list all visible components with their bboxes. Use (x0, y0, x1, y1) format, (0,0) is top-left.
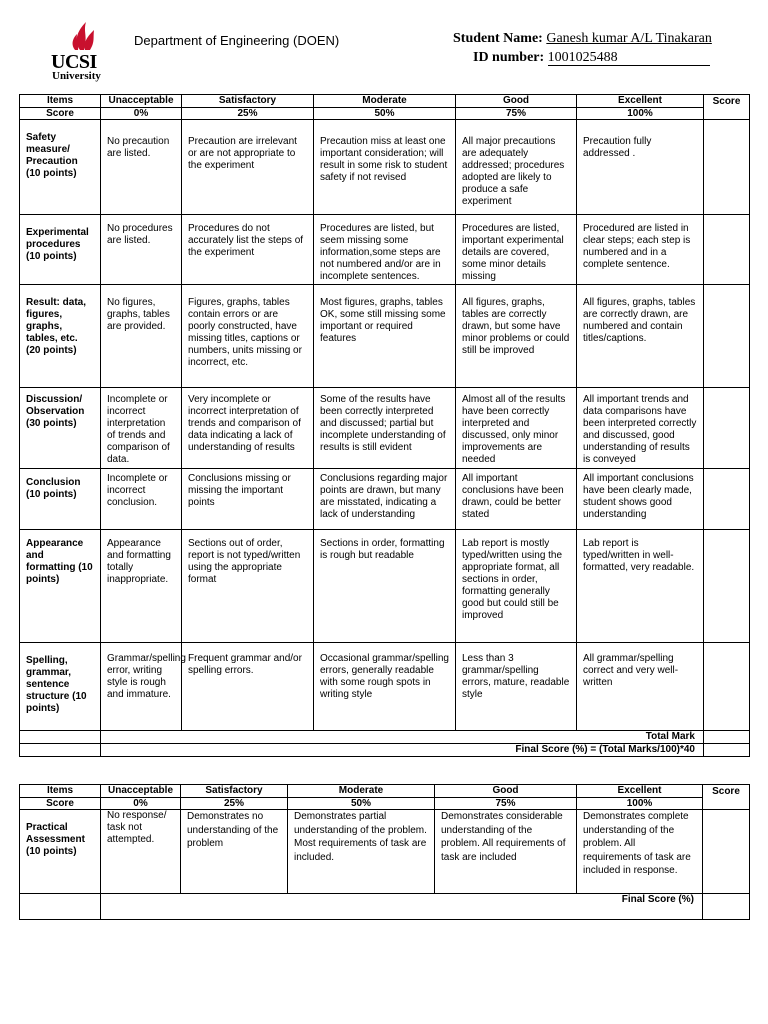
table-row (20, 643, 750, 731)
criterion-cell: Occasional grammar/spelling errors, generally readable with some rough spots in writing style (314, 643, 456, 731)
criterion-cell: No precaution are listed. (101, 120, 182, 215)
id-number-label: ID number: (473, 50, 545, 65)
criterion-cell: Most figures, graphs, tables OK, some still missing some important or required features (314, 285, 456, 388)
criterion-cell: Conclusions missing or missing the important points (182, 469, 314, 530)
score-cell: 75% (435, 798, 577, 810)
col-header: Good (435, 785, 577, 798)
row-item: Experimental procedures (10 points) (20, 215, 101, 285)
criterion-cell: Precaution fully addressed . (577, 120, 704, 215)
row-item: Discussion/ Observation (30 points) (20, 388, 101, 469)
col-header: Good (456, 95, 577, 108)
flame-logo-icon (66, 20, 100, 52)
criterion-cell: All figures, graphs, tables are correctly drawn, but some have minor problems or could still be improved (456, 285, 577, 388)
criterion-cell: Some of the results have been correctly interpreted and discussed; partial but incomplete understanding of results is still evident (314, 388, 456, 469)
score-entry (704, 388, 750, 469)
criterion-cell: Lab report is mostly typed/written using the appropriate format, all sections in order, formatting generally good but could still be improved (456, 530, 577, 643)
col-header: Moderate (314, 95, 456, 108)
criterion-cell: Appearance and formatting totally inappropriate. (101, 530, 182, 643)
criterion-cell: Lab report is typed/written in well-formatted, very readable. (577, 530, 704, 643)
row-item: Result: data, figures, graphs, tables, etc. (20 points) (20, 285, 101, 388)
criterion-cell: Almost all of the results have been correctly interpreted and discussed, only minor improvements are needed (456, 388, 577, 469)
final-score-label: Final Score (%) = (Total Marks/100)*40 (101, 744, 704, 757)
table-row (20, 285, 750, 388)
score-cell: 100% (577, 108, 704, 120)
rubric-score-row (20, 108, 750, 120)
table-row (20, 810, 750, 894)
student-name-line (453, 31, 712, 47)
criterion-cell: All grammar/spelling correct and very well-written (577, 643, 704, 731)
table-row (20, 215, 750, 285)
id-number-line (473, 50, 710, 66)
rubric-header-row (20, 95, 750, 108)
id-number-value: 1001025488 (548, 51, 710, 66)
criterion-cell: Demonstrates complete understanding of the problem. All requirements of task are included in response. (577, 810, 703, 894)
score-cell: 0% (101, 798, 181, 810)
criterion-cell: Procedures are listed, but seem missing some information,some steps are not numbered and/or are in incomplete sentences. (314, 215, 456, 285)
total-mark-row (20, 731, 750, 744)
criterion-cell: No procedures are listed. (101, 215, 182, 285)
col-header: Excellent (577, 785, 703, 798)
score-entry (704, 643, 750, 731)
criterion-cell: All important trends and data comparisons have been interpreted correctly and discussed, good understanding of results is conveyed (577, 388, 704, 469)
col-header: Score (704, 95, 750, 120)
criterion-cell: Incomplete or incorrect interpretation of trends and comparison of data. (101, 388, 182, 469)
table-row (20, 120, 750, 215)
col-header: Moderate (288, 785, 435, 798)
row-item: Conclusion (10 points) (20, 469, 101, 530)
criterion-cell: Demonstrates considerable understanding of the problem. All requirements of task are included (435, 810, 577, 894)
student-name-value: Ganesh kumar A/L Tinakaran (546, 31, 712, 46)
row-item: Spelling, grammar, sentence structure (10 points) (20, 643, 101, 731)
criterion-cell: Frequent grammar and/or spelling errors. (182, 643, 314, 731)
practical-header-row (20, 785, 750, 798)
criterion-cell: No response/ task not attempted. (101, 810, 181, 894)
criterion-cell: No figures, graphs, tables are provided. (101, 285, 182, 388)
criterion-cell: Precaution are irrelevant or are not appropriate to the experiment (182, 120, 314, 215)
logo-name: UCSI (51, 51, 97, 73)
practical-final-score-label: Final Score (%) (101, 894, 703, 920)
department-name: Department of Engineering (DOEN) (134, 33, 340, 48)
score-cell: Score (20, 108, 101, 120)
criterion-cell: Very incomplete or incorrect interpretation of trends and comparison of data indicating a lack of understanding of results (182, 388, 314, 469)
row-item: Safety measure/ Precaution (10 points) (20, 120, 101, 215)
score-cell: 75% (456, 108, 577, 120)
criterion-cell: Precaution miss at least one important consideration; will result in some risk to student safety if not revised (314, 120, 456, 215)
practical-assessment-table (19, 784, 750, 920)
score-entry (704, 469, 750, 530)
row-item: Appearance and formatting (10 points) (20, 530, 101, 643)
student-name-label: Student Name: (453, 31, 543, 46)
criterion-cell: Procedures are listed, important experimental details are covered, some minor details missing (456, 215, 577, 285)
practical-final-row (20, 894, 750, 920)
score-cell: 25% (182, 108, 314, 120)
criterion-cell: All important conclusions have been drawn, could be better stated (456, 469, 577, 530)
criterion-cell: Figures, graphs, tables contain errors or are poorly constructed, have missing titles, captions or numbers, units missing or incorrect, etc. (182, 285, 314, 388)
col-header: Unacceptable (101, 785, 181, 798)
criterion-cell: Sections out of order, report is not typed/written using the appropriate format (182, 530, 314, 643)
col-header: Score (703, 785, 750, 810)
criterion-cell: All figures, graphs, tables are correctly drawn, are numbered and contain titles/captions. (577, 285, 704, 388)
total-mark-entry (704, 731, 750, 744)
total-mark-label: Total Mark (101, 731, 704, 744)
col-header: Unacceptable (101, 95, 182, 108)
criterion-cell: All major precautions are adequately addressed; procedures adopted are likely to produce a safe experiment (456, 120, 577, 215)
practical-final-score-entry (703, 894, 750, 920)
col-header: Excellent (577, 95, 704, 108)
score-cell: Score (20, 798, 101, 810)
criterion-cell: Conclusions regarding major points are drawn, but many are misstated, indicating a lack of understanding (314, 469, 456, 530)
score-cell: 0% (101, 108, 182, 120)
criterion-cell: All important conclusions have been clearly made, student shows good understanding (577, 469, 704, 530)
criterion-cell: Incomplete or incorrect conclusion. (101, 469, 182, 530)
score-entry (703, 810, 750, 894)
col-header: Items (20, 785, 101, 798)
logo-subtitle: University (52, 70, 101, 82)
table-row (20, 469, 750, 530)
criterion-cell: Grammar/spelling error, writing style is rough and immature. (101, 643, 182, 731)
col-header: Satisfactory (182, 95, 314, 108)
criterion-cell: Demonstrates partial understanding of the problem. Most requirements of task are included. (288, 810, 435, 894)
criterion-cell: Less than 3 grammar/spelling errors, mature, readable style (456, 643, 577, 731)
score-entry (704, 530, 750, 643)
table-row (20, 530, 750, 643)
col-header: Satisfactory (181, 785, 288, 798)
score-entry (704, 285, 750, 388)
university-logo (48, 20, 118, 82)
score-cell: 50% (314, 108, 456, 120)
rubric-table (19, 94, 750, 757)
criterion-cell: Procedures do not accurately list the steps of the experiment (182, 215, 314, 285)
score-entry (704, 120, 750, 215)
score-cell: 100% (577, 798, 703, 810)
score-cell: 50% (288, 798, 435, 810)
criterion-cell: Sections in order, formatting is rough but readable (314, 530, 456, 643)
score-entry (704, 215, 750, 285)
table-row (20, 388, 750, 469)
col-header: Items (20, 95, 101, 108)
final-score-row (20, 744, 750, 757)
row-item: Practical Assessment (10 points) (20, 810, 101, 894)
score-cell: 25% (181, 798, 288, 810)
final-score-entry (704, 744, 750, 757)
criterion-cell: Demonstrates no understanding of the problem (181, 810, 288, 894)
practical-score-row (20, 798, 750, 810)
criterion-cell: Procedured are listed in clear steps; each step is numbered and in a complete sentence. (577, 215, 704, 285)
